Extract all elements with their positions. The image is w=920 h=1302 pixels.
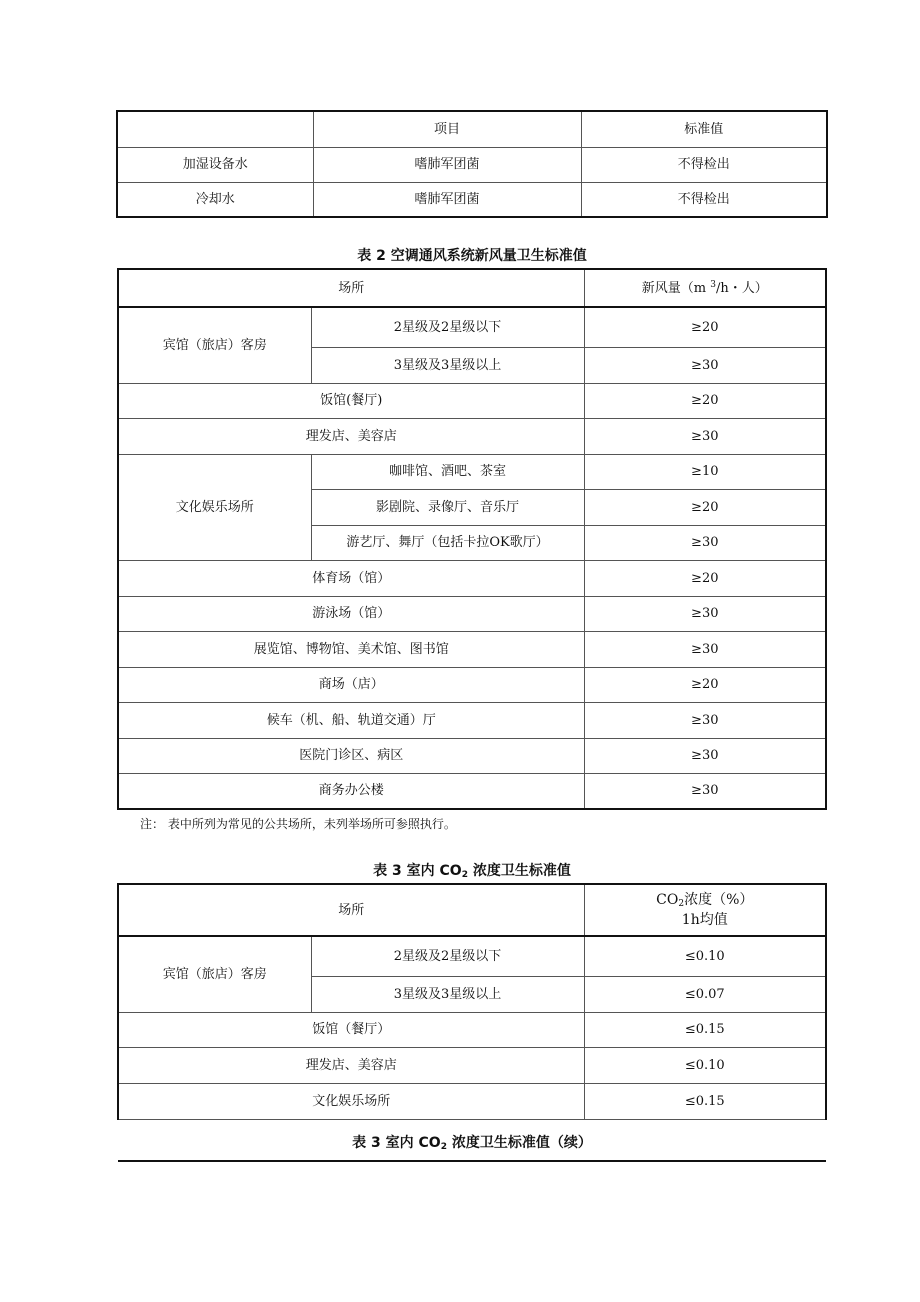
row-value: ≥30 [584, 525, 826, 560]
table-header-row [118, 269, 826, 307]
table-co2 [117, 883, 827, 1120]
table-row [118, 738, 826, 773]
table-fresh-air [117, 268, 827, 810]
table-header-row [117, 111, 827, 147]
row-category: 文化娱乐场所 [118, 1083, 584, 1119]
table2-caption: 表 2 空调通风系统新风量卫生标准值 [357, 248, 587, 264]
row-value: ≥30 [584, 418, 826, 454]
row-value: ≥10 [584, 454, 826, 489]
row-value: ≥30 [584, 738, 826, 773]
row-subcategory: 2星级及2星级以下 [311, 936, 584, 976]
row-subcategory: 2星级及2星级以下 [311, 307, 584, 347]
header-item: 项目 [313, 111, 581, 147]
header-standard: 标准值 [581, 111, 827, 147]
row-value: ≥20 [584, 667, 826, 702]
row-category: 文化娱乐场所 [118, 454, 311, 560]
table-row [118, 307, 826, 347]
row-value: ≥30 [584, 631, 826, 667]
row-name: 冷却水 [117, 182, 313, 217]
table-row [118, 383, 826, 418]
header-place: 场所 [118, 884, 584, 936]
header-co2-concentration: $CO_2$浓度（%） 1h均值 [584, 884, 826, 936]
header-fresh-air-unit: 新风量（m $^3$/h・人） [584, 269, 826, 307]
row-subcategory: 影剧院、录像厅、音乐厅 [311, 489, 584, 525]
row-item: 嗜肺军团菌 [313, 182, 581, 217]
table3-continued-top-rule [118, 1160, 826, 1162]
header-blank [117, 111, 313, 147]
row-value: ≥20 [584, 560, 826, 596]
row-category: 商场（店） [118, 667, 584, 702]
row-value: ≥30 [584, 773, 826, 809]
row-value: ≥30 [584, 702, 826, 738]
row-value: ≥20 [584, 383, 826, 418]
table-row [118, 1047, 826, 1083]
row-value: ≤0.15 [584, 1083, 826, 1119]
row-category: 医院门诊区、病区 [118, 738, 584, 773]
row-value: ≤0.15 [584, 1012, 826, 1047]
table-row [118, 773, 826, 809]
row-category: 候车（机、船、轨道交通）厅 [118, 702, 584, 738]
row-category: 理发店、美容店 [118, 418, 584, 454]
row-category: 饭馆（餐厅） [118, 1012, 584, 1047]
header-place: 场所 [118, 269, 584, 307]
table-row [118, 667, 826, 702]
table3-continued-caption: 表 3 室内 $CO_2$ 浓度卫生标准值（续） [352, 1135, 592, 1152]
row-standard: 不得检出 [581, 147, 827, 182]
table3-caption: 表 3 室内 $CO_2$ 浓度卫生标准值 [373, 863, 571, 880]
row-item: 嗜肺军团菌 [313, 147, 581, 182]
row-value: ≤0.10 [584, 1047, 826, 1083]
table-legionella [116, 110, 828, 218]
row-category: 游泳场（馆） [118, 596, 584, 631]
table-row [117, 182, 827, 217]
table-row [118, 454, 826, 489]
table-row [118, 936, 826, 976]
table-row [118, 418, 826, 454]
row-category: 商务办公楼 [118, 773, 584, 809]
row-subcategory: 游艺厅、舞厅（包括卡拉OK歌厅） [311, 525, 584, 560]
row-category: 理发店、美容店 [118, 1047, 584, 1083]
table2-note: 注： 表中所列为常见的公共场所，未列举场所可参照执行。 [140, 817, 456, 831]
table-header-row [118, 884, 826, 936]
table-row [118, 631, 826, 667]
row-category: 宾馆（旅店）客房 [118, 307, 311, 383]
row-category: 体育场（馆） [118, 560, 584, 596]
table-row [118, 560, 826, 596]
row-value: ≤0.07 [584, 976, 826, 1012]
row-category: 展览馆、博物馆、美术馆、图书馆 [118, 631, 584, 667]
row-value: ≥20 [584, 307, 826, 347]
row-subcategory: 3星级及3星级以上 [311, 976, 584, 1012]
row-name: 加湿设备水 [117, 147, 313, 182]
row-subcategory: 咖啡馆、酒吧、茶室 [311, 454, 584, 489]
row-value: ≤0.10 [584, 936, 826, 976]
table-row [118, 1012, 826, 1047]
table-row [118, 596, 826, 631]
row-category: 宾馆（旅店）客房 [118, 936, 311, 1012]
table-row [118, 1083, 826, 1119]
row-subcategory: 3星级及3星级以上 [311, 347, 584, 383]
row-value: ≥30 [584, 347, 826, 383]
table-row [117, 147, 827, 182]
row-value: ≥20 [584, 489, 826, 525]
row-value: ≥30 [584, 596, 826, 631]
row-category: 饭馆(餐厅) [118, 383, 584, 418]
row-standard: 不得检出 [581, 182, 827, 217]
table-row [118, 702, 826, 738]
